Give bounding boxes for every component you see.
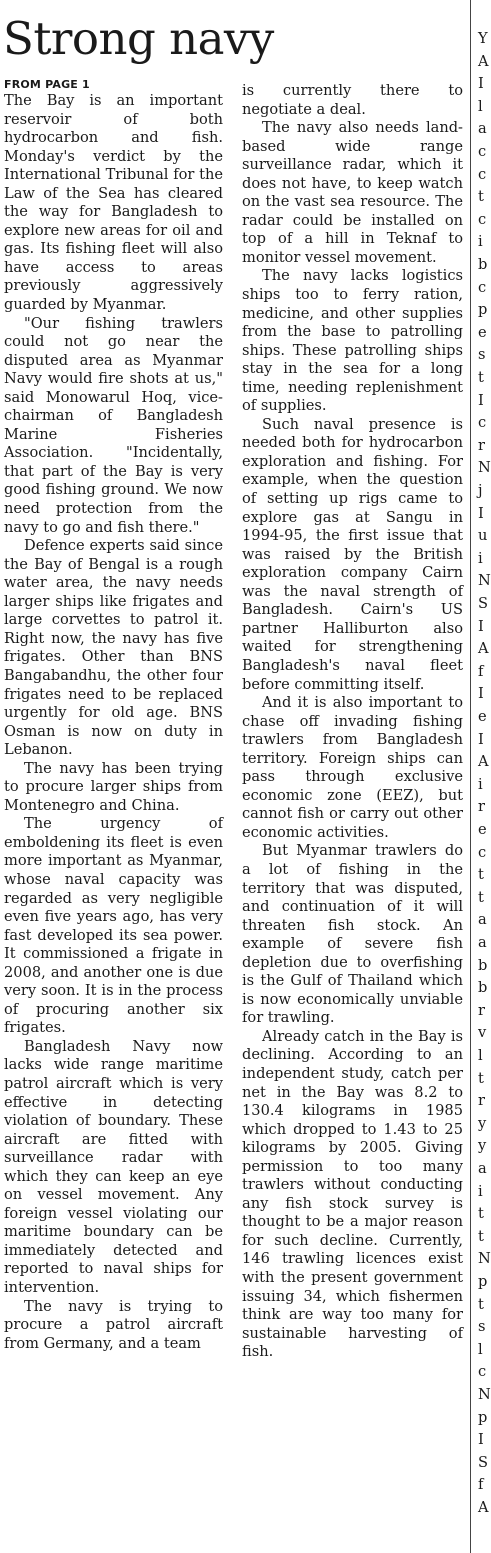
paragraph: Such naval presence is needed both for hydrocarbon exploration and fishing. For example, when the question of setting up rigs came to explore gas at Sangu in 1994-95, the first issue that was raised by the British exploration company Cairn was the naval strength of Bangladesh. Cairn's US partner Halliburton also waited for strengthening Bangladesh's naval fleet before committing itself. xyxy=(242,415,463,693)
paragraph: But Myanmar trawlers do a lot of fishing in the territory that was disputed, and continuation of it will threaten fish stock. An example of severe fish depletion due to overfishing is the Gulf of Thailand which is now economically unviable for trawling. xyxy=(242,842,463,1027)
paragraph: Defence experts said since the Bay of Bengal is a rough water area, the navy needs larger ships like frigates and large corvettes to patrol it. Right now, the navy has five frigates. Other than BNS Bangabandhu, the other four frigates need to be replaced urgently for old age. BNS Osman is now on duty in Lebanon. xyxy=(4,537,223,759)
fragment-letter: s xyxy=(478,1318,486,1336)
paragraph: is currently there to negotiate a deal. xyxy=(242,82,463,118)
paragraph: Already catch in the Bay is declining. According to an independent study, catch per net in the Bay was 8.2 to 130.4 kilograms in 1985 which dropped to 1.43 to 25 kilograms by 2005. Giving permission to too many trawlers without conducting any fish stock survey is thought to be a major reason for such decline. Currently, 146 trawling licences exist with the present government issuing 34, which fishermen think are way too many for sustainable harvesting of fish. xyxy=(242,1027,463,1361)
fragment-letter: b xyxy=(478,979,488,997)
fragment-letter: t xyxy=(478,1227,484,1245)
fragment-letter: y xyxy=(478,1114,487,1132)
fragment-letter: c xyxy=(478,165,487,183)
fragment-letter: p xyxy=(478,301,488,319)
fragment-letter: I xyxy=(478,730,484,748)
fragment-letter: j xyxy=(478,482,483,499)
fragment-letter: A xyxy=(478,640,489,658)
headline: Strong navy xyxy=(3,12,274,65)
fragment-letter: I xyxy=(478,504,484,522)
paragraph: "Our fishing trawlers could not go near the disputed area as Myanmar Navy would fire shots at us," said Monowarul Hoq, vice-chairman of Bangladesh Marine Fisheries Association. "Incidentally, that part of the Bay is very good fishing ground. We now need protection from the navy to go and fish there." xyxy=(4,314,223,536)
fragment-letter: p xyxy=(478,1408,488,1426)
fragment-letter: t xyxy=(478,188,484,206)
paragraph: The Bay is an important reservoir of both hydrocarbon and fish. Monday's verdict by the International Tribunal for the Law of the Sea has cleared the way for Bangladesh to explore new areas for oil and gas. Its fishing fleet will also have access to areas previously aggressively guarded by Myanmar. xyxy=(4,92,223,314)
fragment-letter: f xyxy=(478,1476,484,1494)
fragment-letter: A xyxy=(478,753,489,771)
paragraph: The navy is trying to procure a patrol aircraft from Germany, and a team xyxy=(4,1297,223,1352)
fragment-letter: t xyxy=(478,1205,484,1223)
fragment-letter: l xyxy=(478,97,483,115)
fragment-letter: a xyxy=(478,1160,487,1177)
fragment-letter: r xyxy=(478,1092,485,1110)
fragment-letter: l xyxy=(478,1047,483,1064)
fragment-letter: I xyxy=(478,75,484,93)
fragment-letter: I xyxy=(478,685,484,703)
column-rule xyxy=(470,0,471,1553)
fragment-letter: N xyxy=(478,572,491,590)
fragment-letter: I xyxy=(478,617,484,635)
fragment-letter: v xyxy=(478,1024,487,1042)
fragment-letter: e xyxy=(478,821,487,838)
paragraph: The navy lacks logistics ships too to ferry ration, medicine, and other supplies from the base to patrolling ships. These patrolling ships stay in the sea for a long time, needing replenishment of supplies. xyxy=(242,267,463,415)
paragraph: The navy also needs land-based wide range surveillance radar, which it does not have, to keep watch on the vast sea resource. The radar could be installed on top of a hill in Teknaf to monitor vessel movement. xyxy=(242,119,463,266)
fragment-letter: r xyxy=(478,1001,485,1019)
fragment-letter: f xyxy=(478,662,484,680)
fragment-letter: i xyxy=(478,1182,483,1200)
fragment-letter: I xyxy=(478,391,484,409)
paragraph: Bangladesh Navy now lacks wide range maritime patrol aircraft which is very effective in detecting violation of boundary. These aircraft are fitted with surveillance radar with which they can keep an eye on vessel movement. Any foreign vessel violating our maritime boundary can be immediately detected and reported to naval ships for intervention. xyxy=(4,1037,223,1296)
fragment-letter: b xyxy=(478,256,488,273)
fragment-letter: u xyxy=(478,527,488,545)
fragment-letter: i xyxy=(478,549,483,567)
fragment-letter: S xyxy=(478,1453,488,1471)
fragment-letter: e xyxy=(478,323,487,341)
fragment-letter: t xyxy=(478,1069,484,1087)
paragraph: The navy has been trying to procure larger ships from Montenegro and China. xyxy=(4,759,223,814)
fragment-letter: S xyxy=(478,595,488,612)
article-column-1 xyxy=(4,73,223,1353)
fragment-letter: r xyxy=(478,436,485,454)
fragment-letter: p xyxy=(478,1273,488,1290)
fragment-letter: c xyxy=(478,278,487,296)
fragment-letter: t xyxy=(478,888,484,906)
fragment-letter: A xyxy=(478,52,489,70)
fragment-letter: b xyxy=(478,956,488,974)
fragment-letter: t xyxy=(478,1295,484,1313)
fragment-letter: t xyxy=(478,866,484,884)
fragment-letter: i xyxy=(478,775,483,793)
fragment-letter: c xyxy=(478,1363,487,1381)
fragment-letter: c xyxy=(478,414,487,432)
fragment-letter: r xyxy=(478,798,485,816)
fragment-letter: N xyxy=(478,1250,491,1268)
fragment-letter: Y xyxy=(478,30,488,47)
paragraph: The urgency of emboldening its fleet is even more important as Myanmar, whose naval capacity was regarded as very negligible even five years ago, has very fast developed its sea power. It commissioned a frigate in 2008, and another one is due very soon. It is in the process of procuring another six frigates. xyxy=(4,815,223,1037)
fragment-letter: a xyxy=(478,911,487,929)
fragment-letter: A xyxy=(478,1499,489,1516)
fragment-letter: I xyxy=(478,1431,484,1449)
fragment-letter: e xyxy=(478,708,487,725)
fragment-letter: t xyxy=(478,369,484,386)
article-column-2 xyxy=(242,82,463,1362)
fragment-letter: y xyxy=(478,1137,487,1155)
paragraph: And it is also important to chase off invading fishing trawlers from Bangladesh territory. Foreign ships can pass through exclusive economic zone (EEZ), but cannot fish or carry out other economic activities. xyxy=(242,694,463,841)
fragment-letter: c xyxy=(478,210,487,228)
fragment-letter: c xyxy=(478,143,487,160)
fragment-letter: c xyxy=(478,843,487,861)
fragment-letter: a xyxy=(478,120,487,138)
fragment-letter: N xyxy=(478,1386,491,1403)
fragment-letter: s xyxy=(478,346,486,364)
fragment-letter: l xyxy=(478,1340,483,1358)
fragment-letter: a xyxy=(478,934,487,951)
continuation-kicker: FROM PAGE 1 xyxy=(4,78,90,91)
fragment-letter: N xyxy=(478,459,491,477)
fragment-letter: i xyxy=(478,233,483,251)
